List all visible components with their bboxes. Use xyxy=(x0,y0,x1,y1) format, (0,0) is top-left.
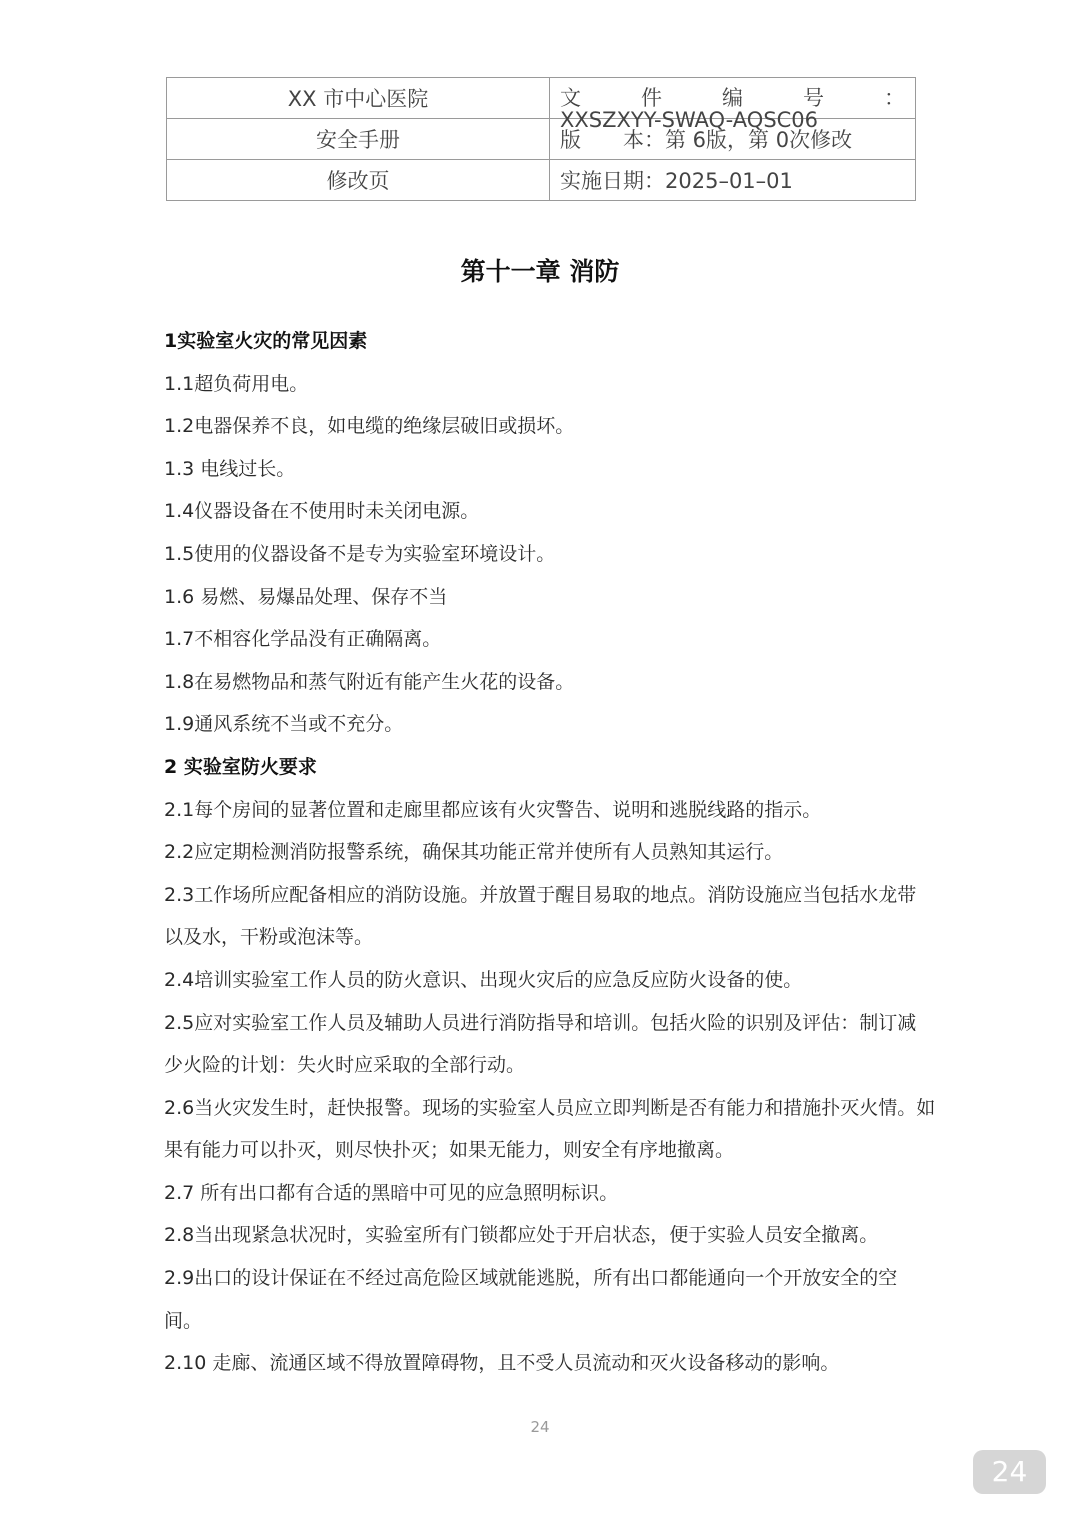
body-line: 1.7不相容化学品没有正确隔离。 xyxy=(164,628,442,651)
body-line: 1.4仪器设备在不使用时未关闭电源。 xyxy=(164,500,480,523)
body-line: 1.2电器保养不良，如电缆的绝缘层破旧或损坏。 xyxy=(164,415,575,438)
body-line: 果有能力可以扑灭，则尽快扑灭；如果无能力，则安全有序地撤离。 xyxy=(164,1139,735,1162)
chapter-title: 第十一章 消防 xyxy=(460,257,620,286)
body-line: 2.1每个房间的显著位置和走廊里都应该有火灾警告、说明和逃脱线路的指示。 xyxy=(164,798,822,821)
page-type: 修改页 xyxy=(167,160,550,201)
manual-name: 安全手册 xyxy=(167,119,550,160)
page-indicator-badge[interactable]: 24 xyxy=(973,1450,1046,1494)
body-line: 2.7 所有出口都有合适的黑暗中可见的应急照明标识。 xyxy=(164,1181,619,1204)
section-heading: 1实验室火灾的常见因素 xyxy=(164,330,368,352)
document-header-table xyxy=(166,77,916,201)
body-line: 少火险的计划：失火时应采取的全部行动。 xyxy=(164,1054,526,1077)
doc-number-value: XXSZXYY-SWAQ-AQSC06 xyxy=(560,108,819,132)
document-body xyxy=(164,320,936,1385)
org-name: XX 市中心医院 xyxy=(167,78,550,119)
body-line: 1.5使用的仪器设备不是专为实验室环境设计。 xyxy=(164,542,556,565)
body-line: 2.2应定期检测消防报警系统，确保其功能正常并使所有人员熟知其运行。 xyxy=(164,841,784,864)
body-line: 2.6当火灾发生时，赶快报警。现场的实验室人员应立即判断是否有能力和措施扑灭火情。如 xyxy=(164,1096,936,1119)
body-line: 2.10 走廊、流通区域不得放置障碍物，且不受人员流动和灭火设备移动的影响。 xyxy=(164,1352,840,1375)
doc-number-label: 文 件 编 号 ： xyxy=(560,86,905,110)
body-line: 2.5应对实验室工作人员及辅助人员进行消防指导和培训。包括火险的识别及评估：制订减 xyxy=(164,1011,917,1034)
body-line: 1.6 易燃、易爆品处理、保存不当 xyxy=(164,585,448,608)
body-line: 2.4培训实验室工作人员的防火意识、出现火灾后的应急反应防火设备的使。 xyxy=(164,968,803,991)
body-line: 1.9通风系统不当或不充分。 xyxy=(164,713,404,736)
version-info: 版 本：第 6版，第 0次修改 xyxy=(550,119,916,160)
body-line: 1.8在易燃物品和蒸气附近有能产生火花的设备。 xyxy=(164,670,575,693)
doc-number-cell xyxy=(550,78,916,132)
body-line: 1.1超负荷用电。 xyxy=(164,372,309,395)
section-heading: 2 实验室防火要求 xyxy=(164,755,317,778)
body-line: 1.3 电线过长。 xyxy=(164,457,296,480)
body-line: 2.9出口的设计保证在不经过高危险区域就能逃脱，所有出口都能通向一个开放安全的空 xyxy=(164,1267,898,1290)
body-line: 以及水，干粉或泡沫等。 xyxy=(164,926,374,949)
body-line: 2.3工作场所应配备相应的消防设施。并放置于醒目易取的地点。消防设施应当包括水龙带 xyxy=(164,883,917,906)
effective-date: 实施日期：2025–01–01 xyxy=(550,160,916,201)
body-line: 间。 xyxy=(164,1309,203,1332)
page-number: 24 xyxy=(530,1418,550,1436)
body-line: 2.8当出现紧急状况时，实验室所有门锁都应处于开启状态，便于实验人员安全撤离。 xyxy=(164,1224,879,1247)
